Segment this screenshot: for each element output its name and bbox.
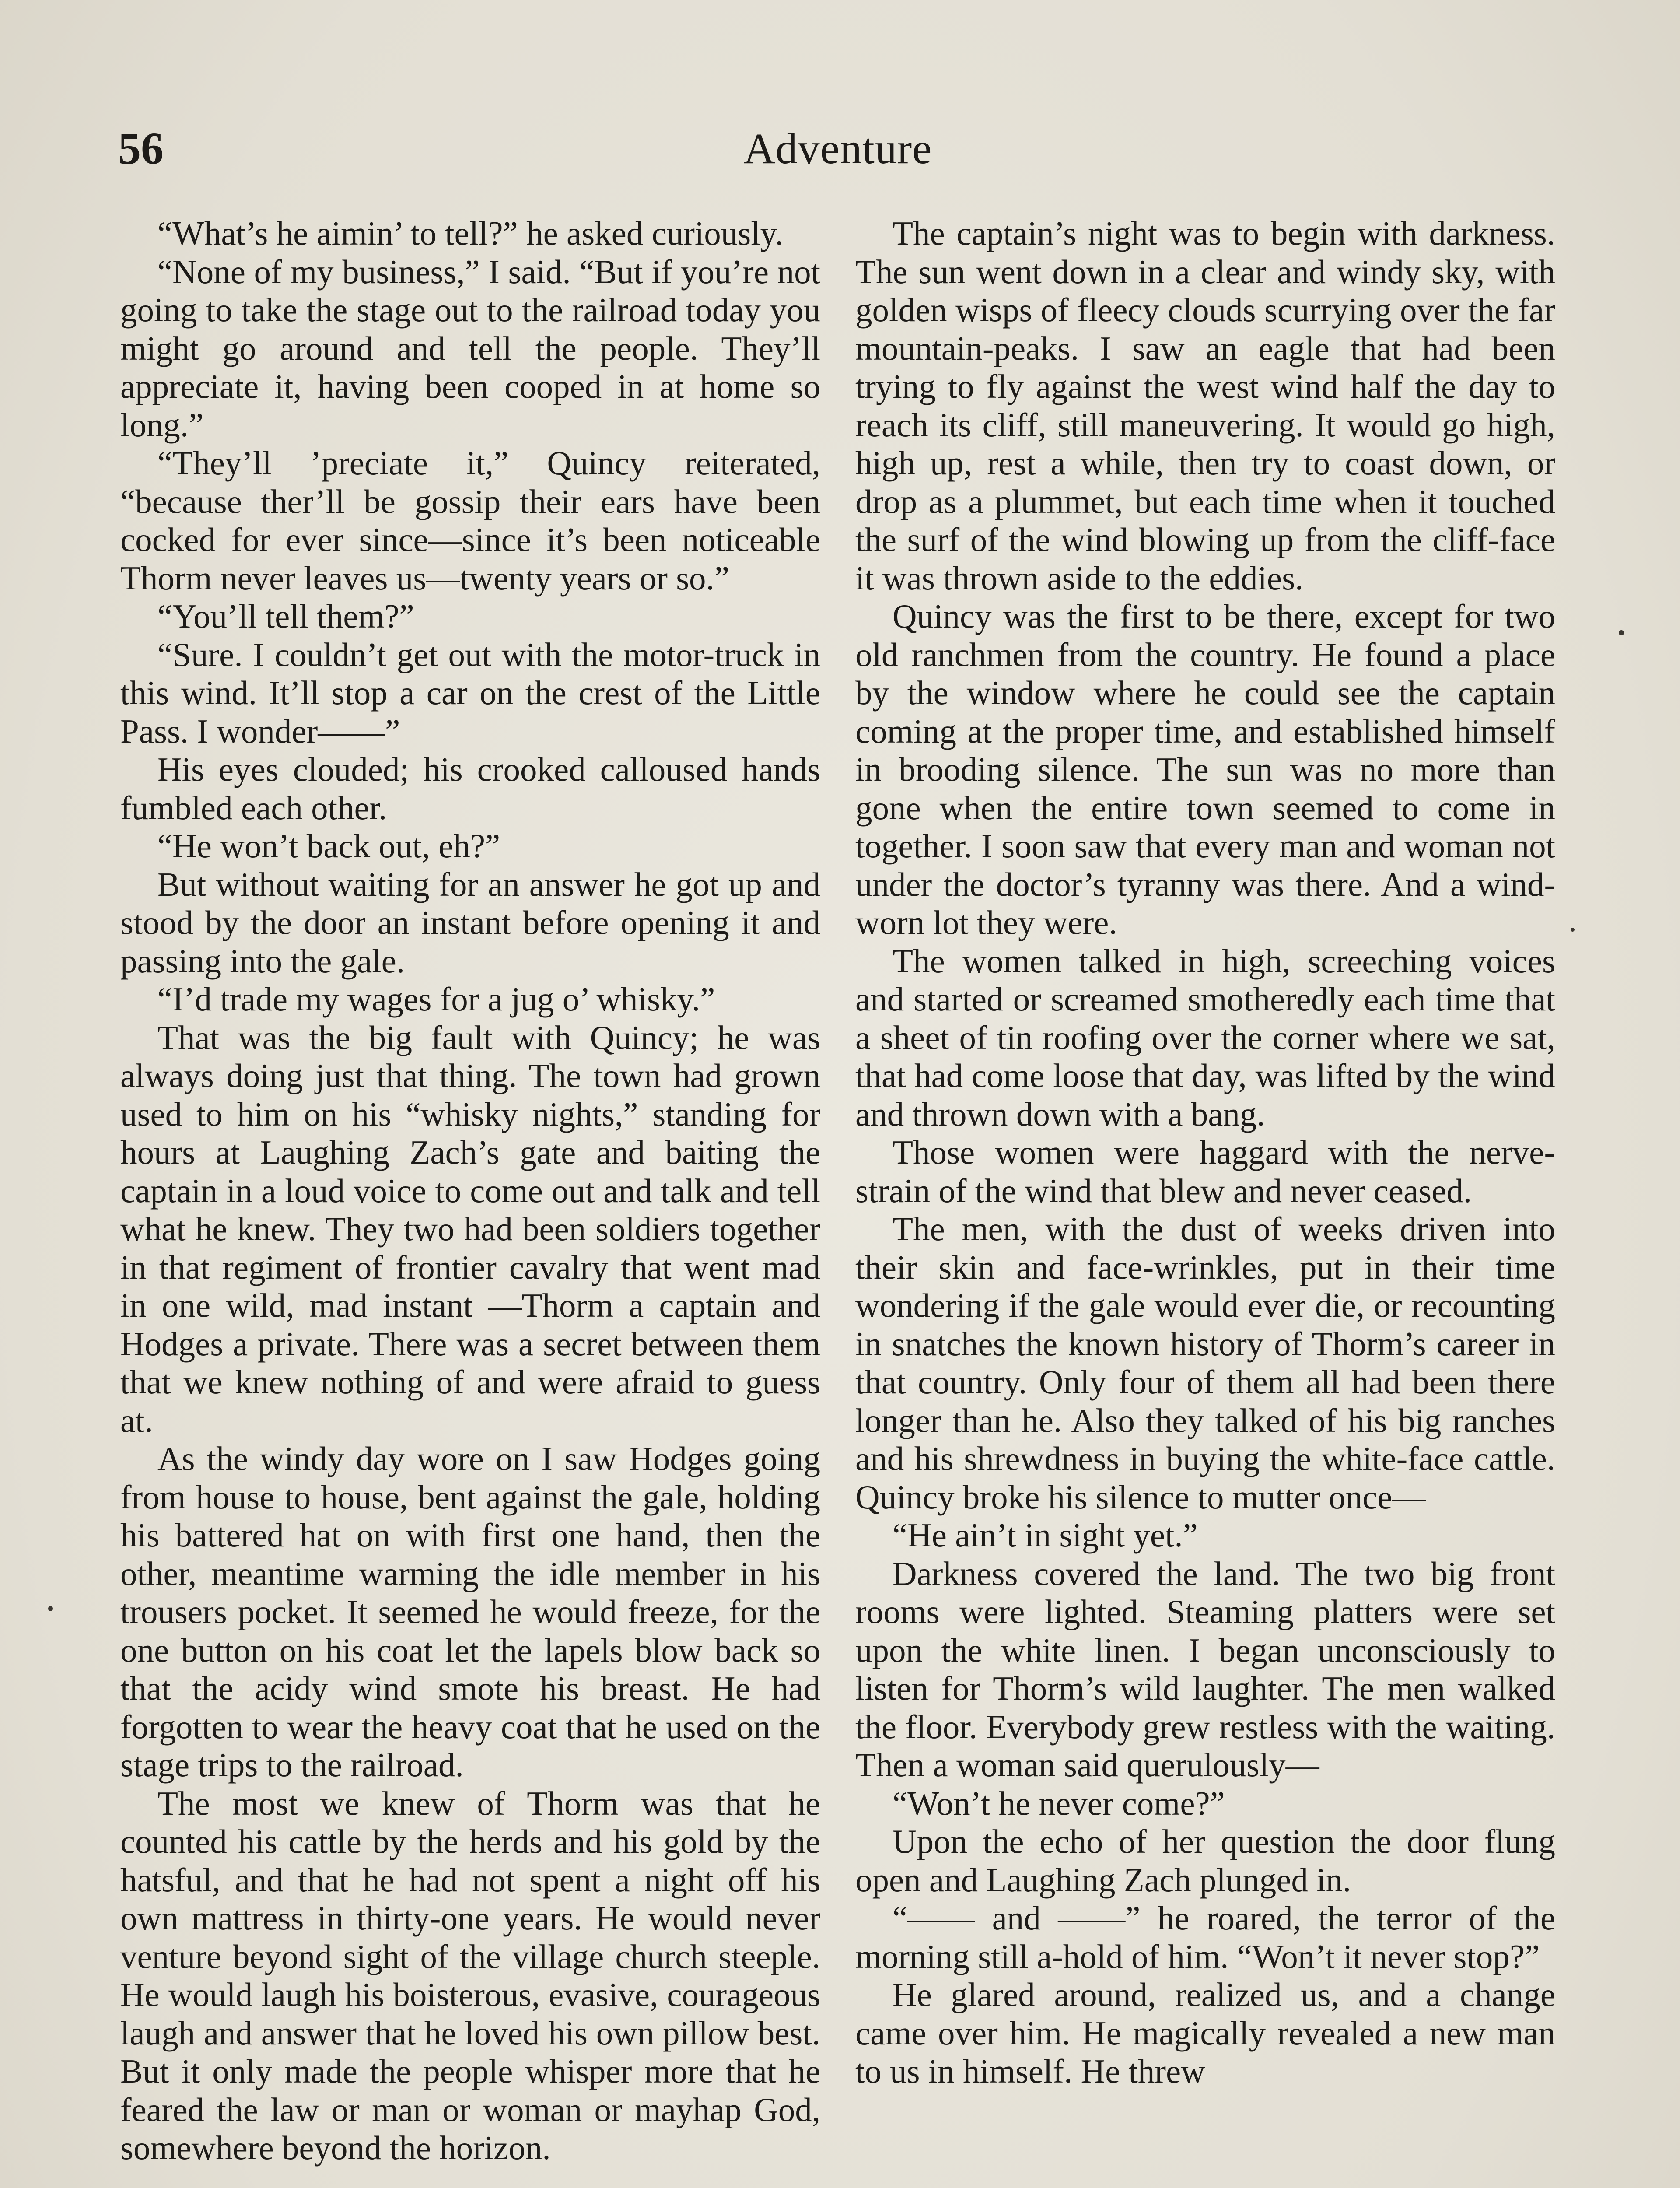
paragraph: “You’ll tell them?”	[158, 597, 414, 635]
paragraph: As the windy day wore on I saw Hodges going from house to house, bent against the gale, holding his battered hat on with first one hand, then the other, meantime warming the idle member in his trousers pocket. It seemed he would freeze, for the one button on his coat let the lapels blow back so that the acidy wind smote his breast. He had forgotten to wear the heavy coat that he used on the stage trips to the railroad.	[120, 1440, 820, 1784]
paragraph: “—— and ——” he roared, the terror of the morning still a-hold of him. “Won’t it never stop?”	[855, 1899, 1555, 1975]
paragraph: He glared around, realized us, and a change came over him. He magically revealed a new man to us in himself. He threw	[855, 1976, 1555, 2090]
paragraph: Darkness covered the land. The two big front rooms were lighted. Steaming platters were set upon the white linen. I began unconsciously to listen for Thorm’s wild laughter. The men walked the floor. Everybody grew restless with the waiting. Then a woman said querulously—	[855, 1554, 1555, 1784]
paragraph: “What’s he aimin’ to tell?” he asked curiously.	[158, 214, 784, 252]
paragraph: “He ain’t in sight yet.”	[892, 1516, 1198, 1554]
paragraph: Upon the echo of her question the door flung open and Laughing Zach plunged in.	[855, 1823, 1555, 1899]
left-column	[120, 214, 820, 2167]
paper-speck	[48, 1606, 52, 1611]
paragraph: Quincy was the first to be there, except for two old ranchmen from the country. He found a place by the window where he could see the captain coming at the proper time, and established himself in brooding silence. The sun was no more than gone when the entire town seemed to come in together. I soon saw that every man and woman not under the doctor’s tyranny was there. And a wind-worn lot they were.	[855, 597, 1555, 941]
paragraph: That was the big fault with Quincy; he was always doing just that thing. The town had grown used to him on his “whisky nights,” standing for hours at Laughing Zach’s gate and baiting the captain in a loud voice to come out and talk and tell what he knew. They two had been soldiers together in that regiment of frontier cavalry that went mad in one wild, mad instant —Thorm a captain and Hodges a private. There was a secret between them that we knew nothing of and were afraid to guess at.	[120, 1018, 820, 1439]
paragraph: Those women were haggard with the nerve-strain of the wind that blew and never ceased.	[855, 1133, 1555, 1210]
paragraph: “They’ll ’preciate it,” Quincy reiterated, “because ther’ll be gossip their ears have been cocked for ever since—since it’s been noticeable Thorm never leaves us—twenty years or so.”	[120, 444, 820, 597]
paragraph: His eyes clouded; his crooked calloused hands fumbled each other.	[120, 750, 820, 827]
paper-speck	[1571, 928, 1575, 932]
paragraph: The captain’s night was to begin with darkness. The sun went down in a clear and windy sky, with golden wisps of fleecy clouds scurrying over the far mountain-peaks. I saw an eagle that had been trying to fly against the west wind half the day to reach its cliff, still maneuvering. It would go high, high up, rest a while, then try to coast down, or drop as a plummet, but each time when it touched the surf of the wind blowing up from the cliff-face it was thrown aside to the eddies.	[855, 214, 1555, 597]
page-header	[118, 116, 1558, 182]
paragraph: The women talked in high, screeching voices and started or screamed smotheredly each time that a sheet of tin roofing over the corner where we sat, that had come loose that day, was lifted by the wind and thrown down with a bang.	[855, 942, 1555, 1133]
paragraph: “He won’t back out, eh?”	[158, 827, 500, 865]
paragraph: “Sure. I couldn’t get out with the motor-truck in this wind. It’ll stop a car on the crest of the Little Pass. I wonder——”	[120, 635, 820, 750]
right-column	[855, 214, 1555, 2091]
page-number: 56	[118, 123, 164, 174]
paper-speck	[1619, 630, 1624, 635]
paragraph: “None of my business,” I said. “But if you’re not going to take the stage out to the railroad today you might go around and tell the people. They’ll appreciate it, having been cooped in at home so long.”	[120, 252, 820, 444]
paragraph: “Won’t he never come?”	[892, 1784, 1225, 1822]
paragraph: “I’d trade my wages for a jug o’ whisky.”	[158, 980, 715, 1018]
paragraph: The most we knew of Thorm was that he counted his cattle by the herds and his gold by the hatsful, and that he had not spent a night off his own mattress in thirty-one years. He would never venture beyond sight of the village church steeple. He would laugh his boisterous, evasive, courageous laugh and answer that he loved his own pillow best. But it only made the people whisper more that he feared the law or man or woman or mayhap God, somewhere beyond the horizon.	[120, 1784, 820, 2167]
paragraph: But without waiting for an answer he got up and stood by the door an instant before opening it and passing into the gale.	[120, 865, 820, 980]
running-title: Adventure	[743, 124, 932, 173]
paragraph: The men, with the dust of weeks driven into their skin and face-wrinkles, put in their time wondering if the gale would ever die, or recounting in snatches the known history of Thorm’s career in that country. Only four of them all had been there longer than he. Also they talked of his big ranches and his shrewdness in buying the white-face cattle. Quincy broke his silence to mutter once—	[855, 1210, 1555, 1516]
